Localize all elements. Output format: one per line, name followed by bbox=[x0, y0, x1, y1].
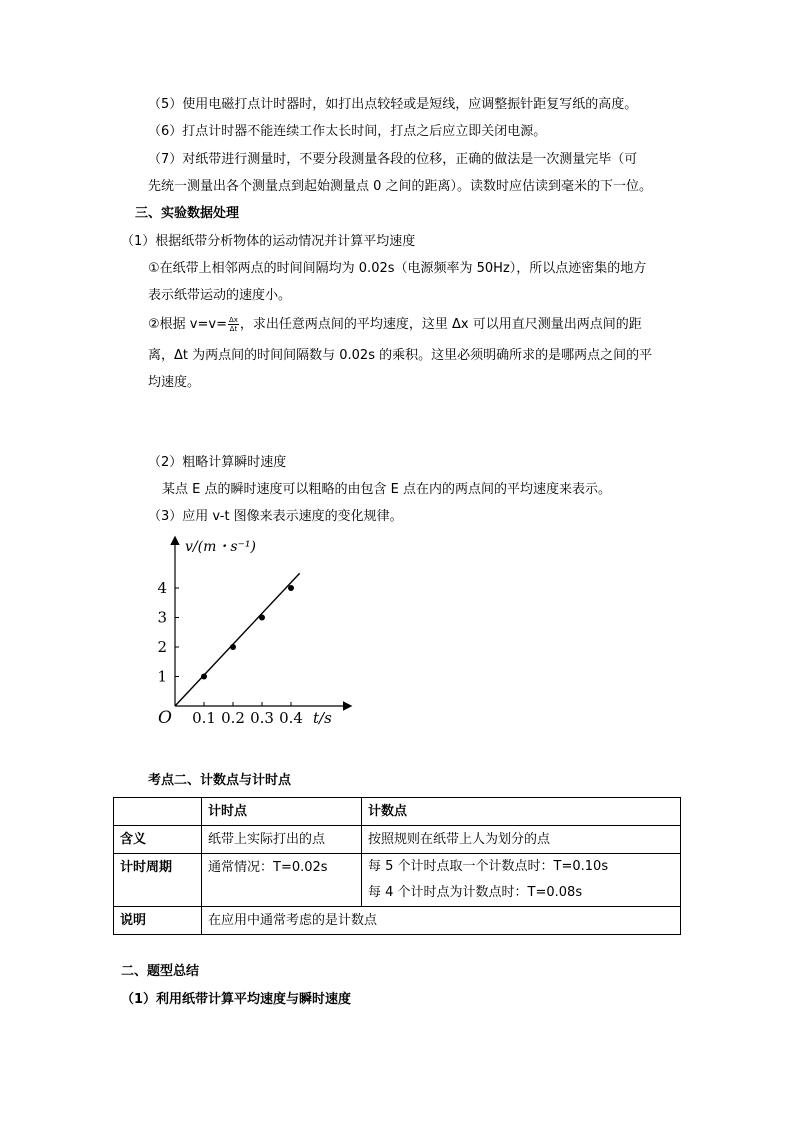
note-7-line2: 先统一测量出各个测量点到起始测量点 0 之间的距离）。读数时应估读到毫米的下一位。 bbox=[148, 179, 653, 194]
kaodian-2-heading: 考点二、计数点与计时点 bbox=[148, 773, 292, 788]
note-6: （6）打点计时器不能连续工作太长时间，打点之后应立即关闭电源。 bbox=[148, 124, 547, 139]
point-2-text: 某点 E 点的瞬时速度可以粗略的由包含 E 点在内的两点间的平均速度来表示。 bbox=[162, 482, 611, 497]
data-point bbox=[288, 585, 294, 591]
point-3-heading: （3）应用 v-t 图像来表示速度的变化规律。 bbox=[148, 509, 403, 524]
row-label: 说明 bbox=[114, 907, 202, 935]
row-label: 含义 bbox=[114, 826, 202, 854]
x-tick-label: 0.1 bbox=[192, 709, 216, 727]
table-row bbox=[114, 907, 681, 935]
data-point bbox=[259, 615, 265, 621]
y-tick-label: 3 bbox=[157, 608, 167, 627]
chart-marks bbox=[157, 573, 302, 727]
y-axis-label: v/(m・s⁻¹) bbox=[185, 539, 257, 555]
origin-label: O bbox=[158, 708, 172, 728]
delta-fraction bbox=[228, 316, 239, 333]
point-1-item2-line1 bbox=[148, 316, 642, 334]
point-2-heading: （2）粗略计算瞬时速度 bbox=[148, 455, 287, 470]
point-1-item1-line2: 表示纸带运动的速度小。 bbox=[148, 288, 292, 303]
table-header-row bbox=[114, 798, 681, 826]
point-1-item1-line1: ①在纸带上相邻两点的时间间隔均为 0.02s（电源频率为 50Hz），所以点迹密集的地方 bbox=[148, 261, 647, 276]
table-row bbox=[114, 854, 681, 907]
table-cell: 纸带上实际打出的点 bbox=[202, 826, 362, 854]
section-heading-3: 三、实验数据处理 bbox=[135, 206, 240, 221]
table-row bbox=[114, 826, 681, 854]
table-header-cell: 计时点 bbox=[202, 798, 362, 826]
y-tick-label: 2 bbox=[157, 638, 167, 656]
y-tick-label: 4 bbox=[157, 579, 167, 597]
table-cell-line: 每 4 个计时点为计数点时：T=0.08s bbox=[368, 885, 583, 900]
y-tick-label: 1 bbox=[157, 667, 167, 686]
table-cell-multiline bbox=[362, 854, 681, 907]
x-tick-label: 0.2 bbox=[221, 709, 245, 727]
formula-prefix: ②根据 v=v= bbox=[148, 317, 227, 332]
section-heading-2: 二、题型总结 bbox=[121, 964, 200, 979]
velocity-line bbox=[175, 573, 300, 706]
note-7-line1: （7）对纸带进行测量时，不要分段测量各段的位移，正确的做法是一次测量完毕（可 bbox=[148, 152, 638, 167]
fraction-denominator: Δt bbox=[229, 325, 238, 333]
question-type-1: （1）利用纸带计算平均速度与瞬时速度 bbox=[121, 992, 352, 1007]
x-axis-label: t/s bbox=[313, 709, 332, 727]
note-5: （5）使用电磁打点计时器时，如打出点较轻或是短线，应调整振针距复写纸的高度。 bbox=[148, 97, 638, 112]
table-cell: 在应用中通常考虑的是计数点 bbox=[202, 907, 681, 935]
x-tick-label: 0.3 bbox=[250, 709, 274, 727]
vt-graph bbox=[150, 533, 390, 733]
table-header-cell: 计数点 bbox=[362, 798, 681, 826]
table-cell: 按照规则在纸带上人为划分的点 bbox=[362, 826, 681, 854]
data-point bbox=[230, 644, 236, 650]
table-header-cell bbox=[114, 798, 202, 826]
point-1-item2-line3: 均速度。 bbox=[148, 375, 201, 390]
table-cell: 通常情况：T=0.02s bbox=[202, 854, 362, 907]
x-tick-label: 0.4 bbox=[279, 709, 303, 727]
comparison-table bbox=[113, 797, 681, 935]
fraction-numerator: Δx bbox=[228, 316, 238, 324]
table-cell-line: 每 5 个计时点取一个计数点时：T=0.10s bbox=[368, 859, 609, 874]
point-1-item2-line2: 离，Δt 为两点间的时间间隔数与 0.02s 的乘积。这里必须明确所求的是哪两点之间的平 bbox=[148, 348, 653, 363]
point-1-heading: （1）根据纸带分析物体的运动情况并计算平均速度 bbox=[121, 234, 416, 249]
data-point bbox=[201, 674, 207, 680]
row-label: 计时周期 bbox=[114, 854, 202, 907]
formula-suffix: ，求出任意两点间的平均速度，这里 Δx 可以用直尺测量出两点间的距 bbox=[239, 317, 642, 332]
